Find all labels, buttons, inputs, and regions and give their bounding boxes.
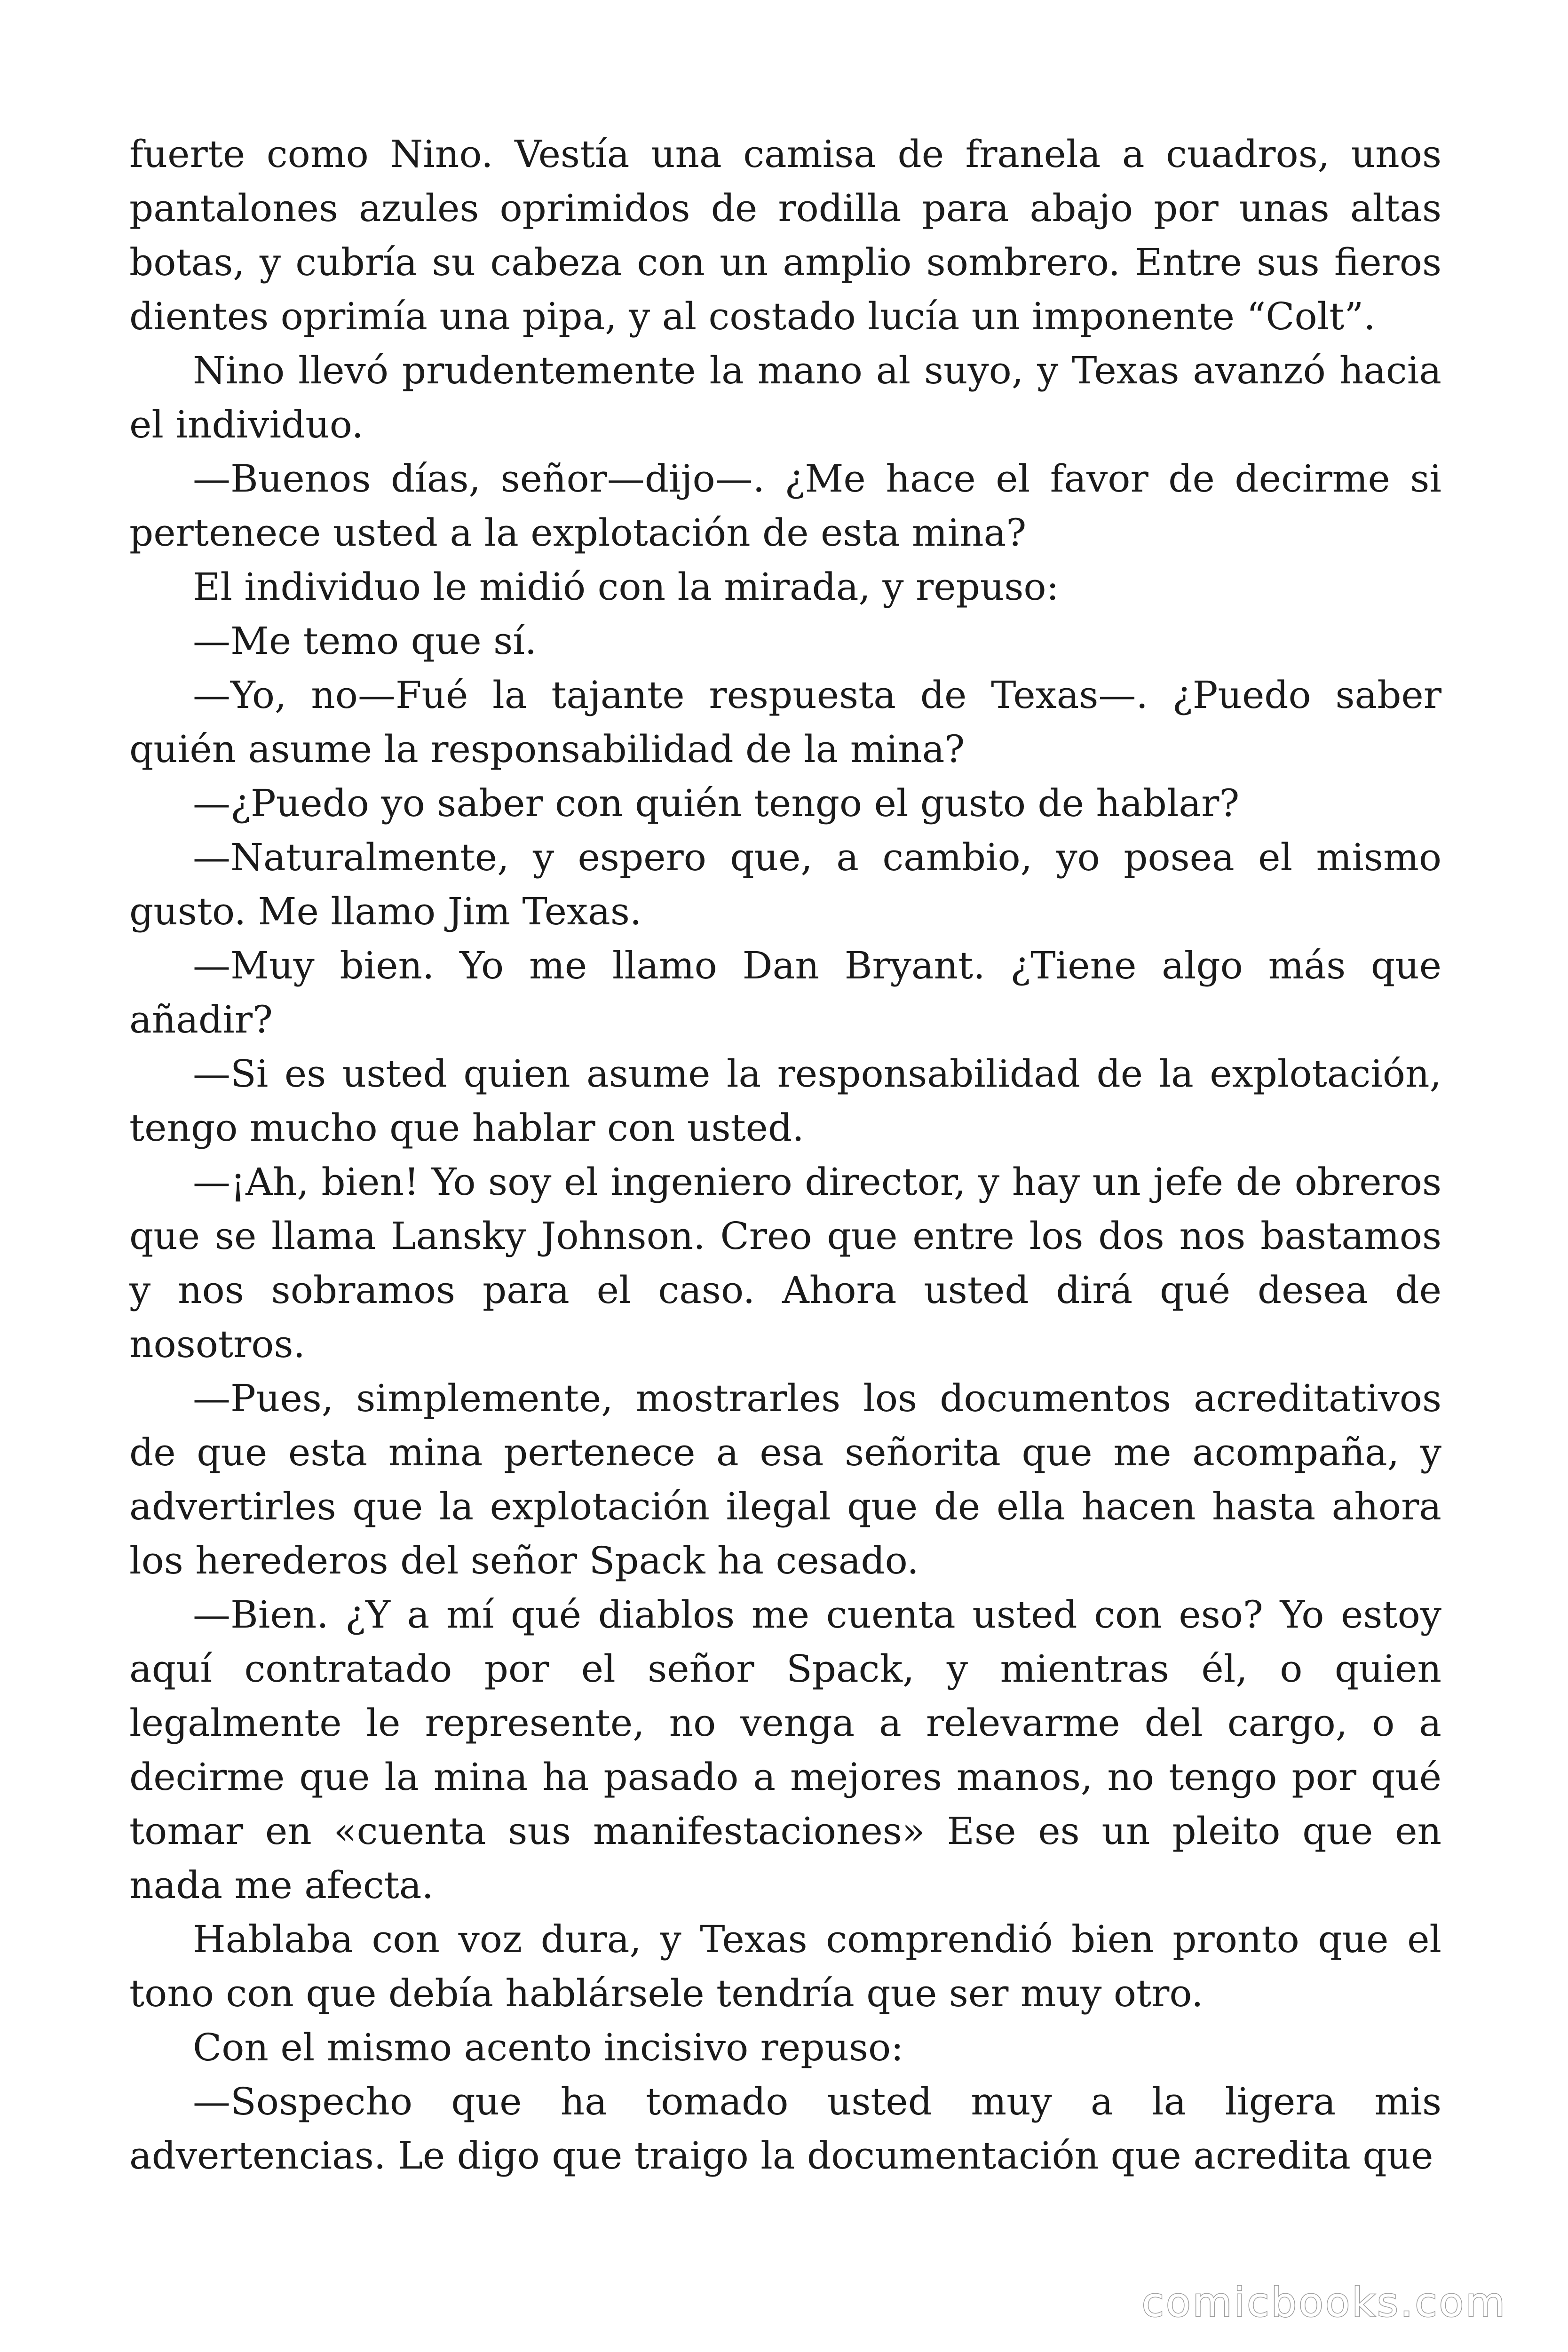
body-text [129, 127, 1441, 2183]
paragraph: —¡Ah, bien! Yo soy el ingeniero director, y hay un jefe de obreros que se llama Lansky Johnson. Creo que entre los dos nos bastamos y nos sobramos para el caso. Ahora usted dirá qué desea de nosotros. [129, 1160, 1441, 1366]
paragraph: El individuo le midió con la mirada, y repuso: [193, 565, 1059, 609]
paragraph: fuerte como Nino. Vestía una camisa de franela a cuadros, unos pantalones azules oprimidos de rodilla para abajo por unas altas botas, y cubría su cabeza con un amplio sombrero. Entre sus fieros dientes oprimía una pipa, y al costado lucía un imponente “Colt”. [129, 132, 1441, 338]
paragraph: —Me temo que sí. [193, 619, 537, 663]
paragraph: —Muy bien. Yo me llamo Dan Bryant. ¿Tiene algo más que añadir? [129, 944, 1441, 1041]
paragraph: —Naturalmente, y espero que, a cambio, yo posea el mismo gusto. Me llamo Jim Texas. [129, 835, 1441, 933]
paragraph: —Sospecho que ha tomado usted muy a la ligera mis advertencias. Le digo que traigo la documentación que acredita que [129, 2080, 1441, 2177]
paragraph: —Bien. ¿Y a mí qué diablos me cuenta usted con eso? Yo estoy aquí contratado por el señor Spack, y mientras él, o quien legalmente le represente, no venga a relevarme del cargo, o a decirme que la mina ha pasado a mejores manos, no tengo por qué tomar en «cuenta sus manifestaciones» Ese es un pleito que en nada me afecta. [129, 1593, 1441, 1907]
watermark-text: comicbooks.com [1141, 2279, 1507, 2326]
paragraph: Hablaba con voz dura, y Texas comprendió bien pronto que el tono con que debía hablársele tendría que ser muy otro. [129, 1917, 1441, 2015]
paragraph: —Si es usted quien asume la responsabilidad de la explotación, tengo mucho que hablar con usted. [129, 1052, 1441, 1150]
paragraph: —Pues, simplemente, mostrarles los documentos acreditativos de que esta mina pertenece a esa señorita que me acompaña, y advertirles que la explotación ilegal que de ella hacen hasta ahora los herederos del señor Spack ha cesado. [129, 1376, 1441, 1582]
paragraph: —¿Puedo yo saber con quién tengo el gusto de hablar? [193, 781, 1240, 825]
paragraph: Nino llevó prudentemente la mano al suyo, y Texas avanzó hacia el individuo. [129, 349, 1441, 446]
paragraph: —Yo, no—Fué la tajante respuesta de Texas—. ¿Puedo saber quién asume la responsabilidad de la mina? [129, 673, 1441, 771]
paragraph: —Buenos días, señor—dijo—. ¿Me hace el favor de decirme si pertenece usted a la explotación de esta mina? [129, 457, 1441, 555]
paragraph: Con el mismo acento incisivo repuso: [193, 2026, 904, 2069]
